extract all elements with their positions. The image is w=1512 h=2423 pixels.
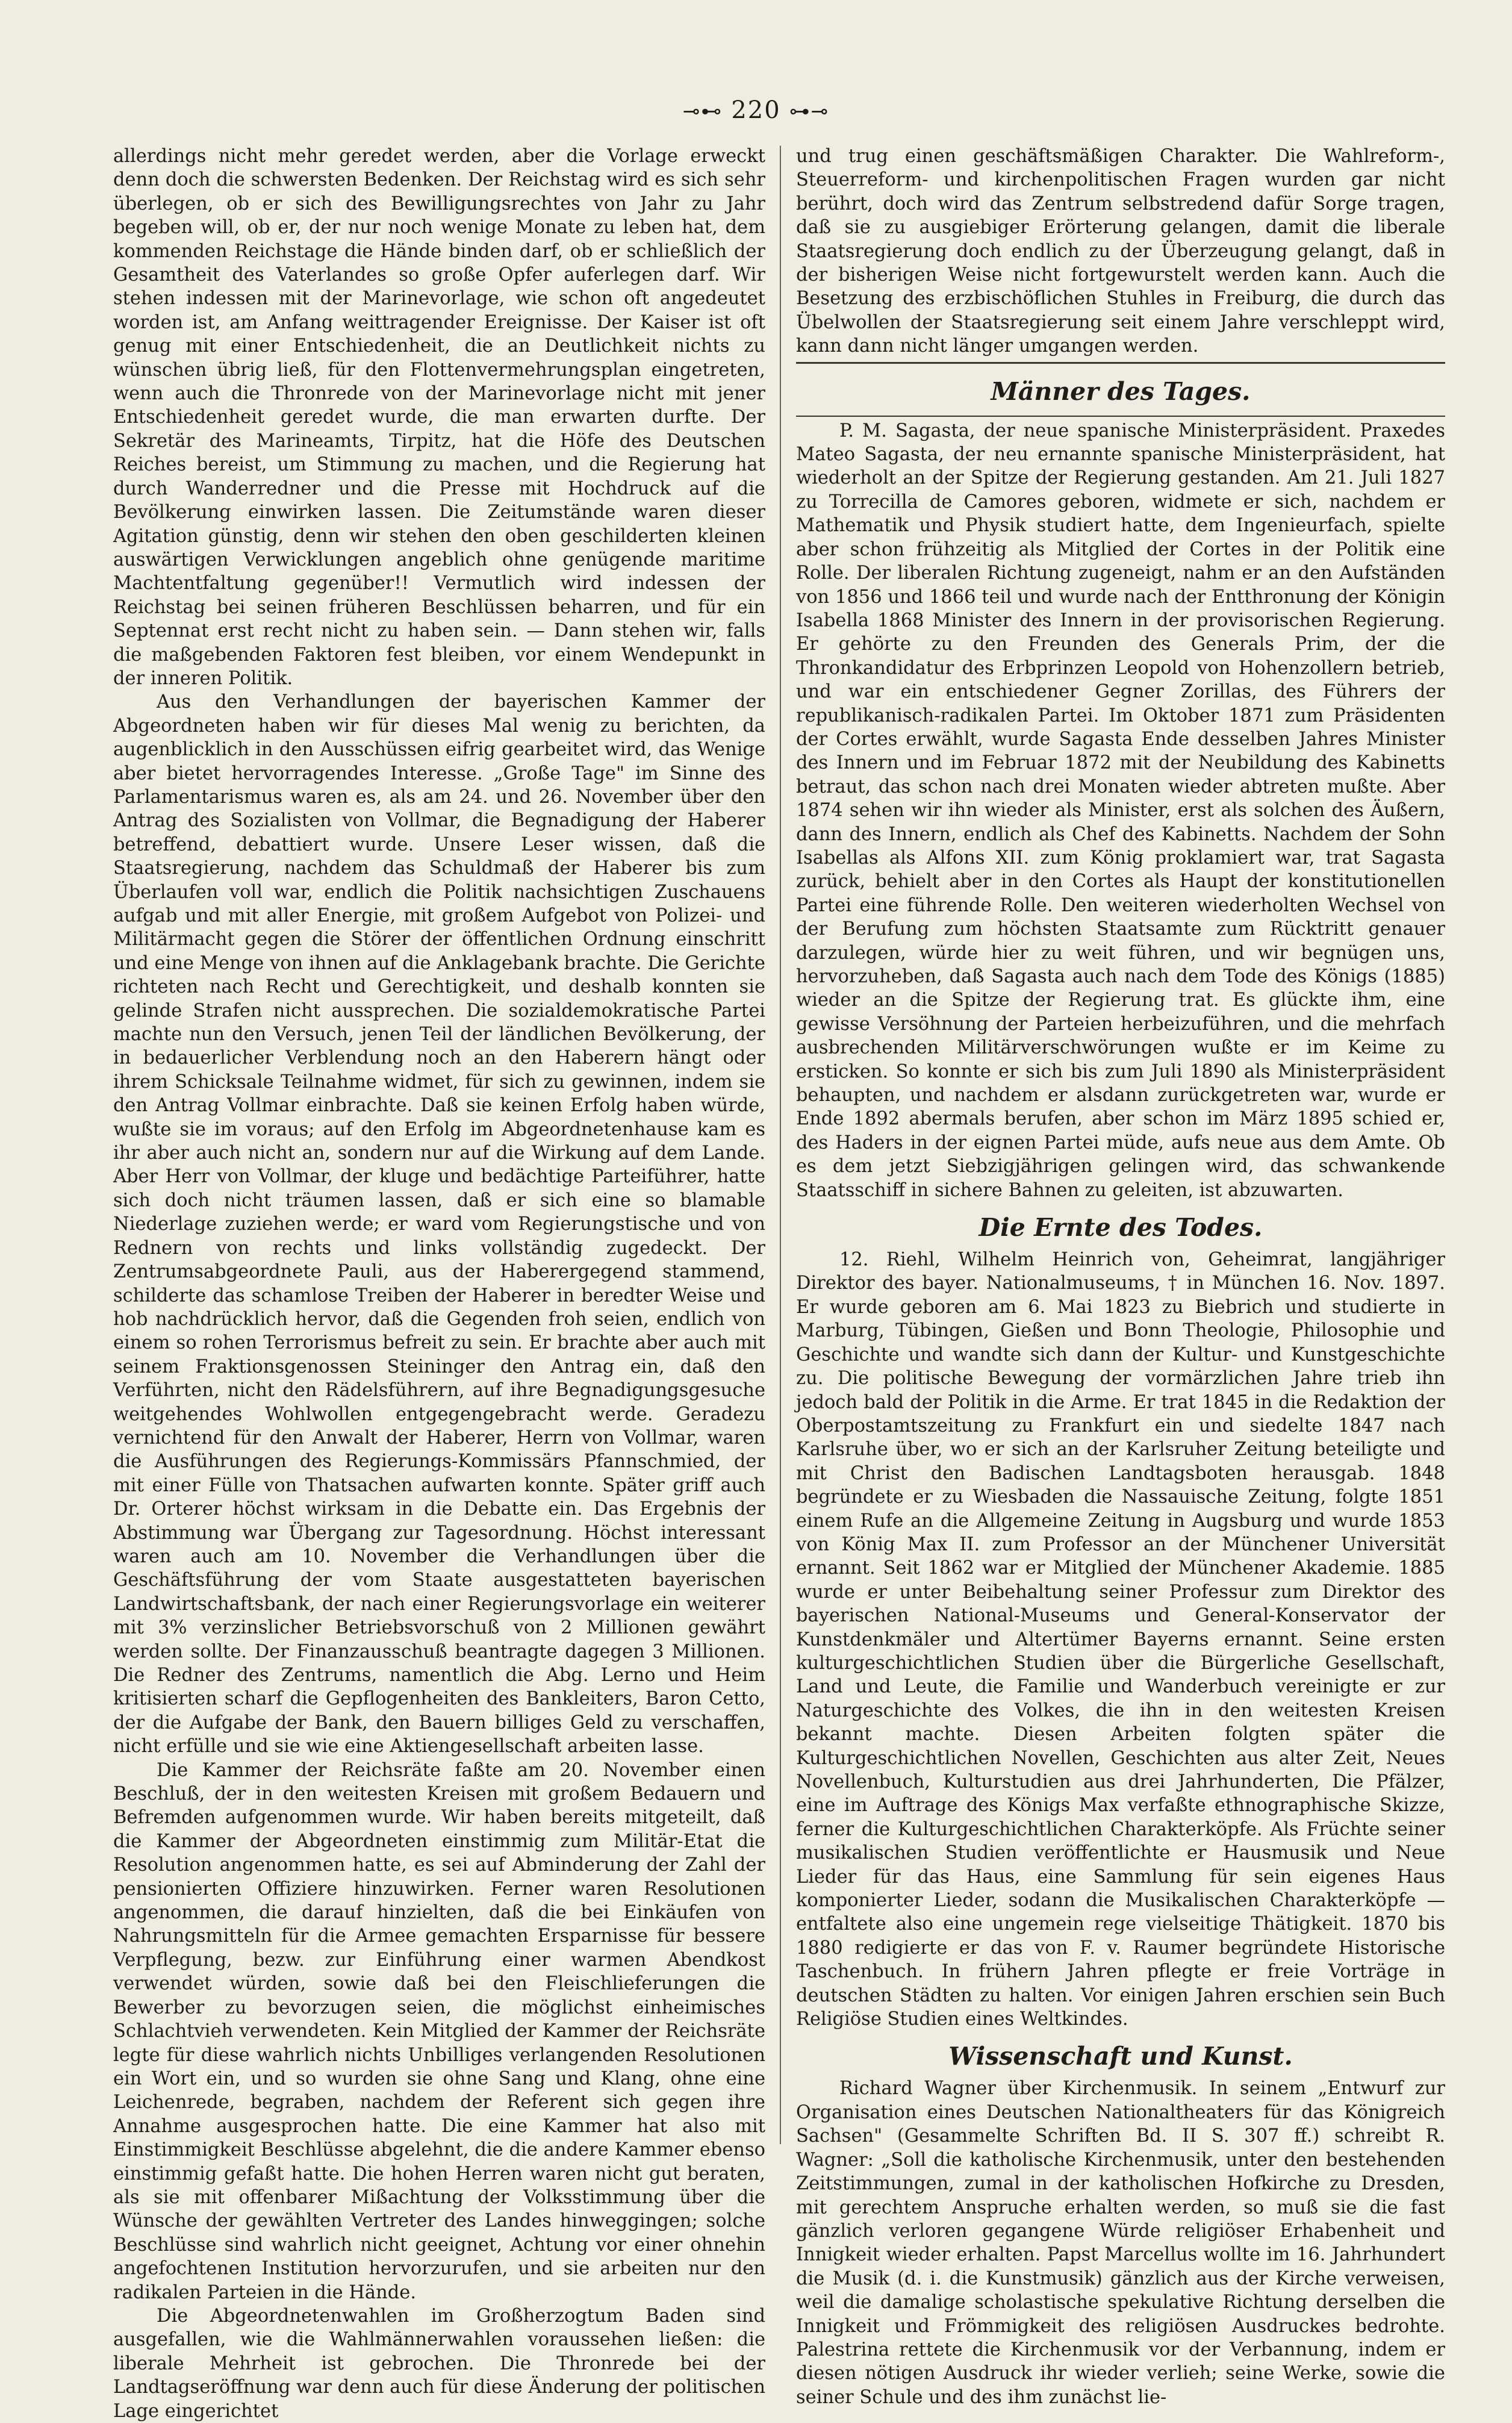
heading-men-of-the-day: Männer des Tages. [991, 376, 1251, 406]
paragraph-sagasta: P. M. Sagasta, der neue spanische Ministerpräsident. Praxedes Mateo Sagasta, der neu ernannte spanische Ministerpräsident, hat wiederholt an der Spitze der Regierung gestanden. Am 21. Juli 1827 zu Torrecilla de Camores geboren, widmete er sich, nachdem er Mathematik und Physik studiert hatte, dem Ingenieurfach, spielte aber schon frühzeitig als Mitglied der Cortes in der Politik eine Rolle. Der liberalen Richtung zugeneigt, nahm er an den Aufständen von 1856 und 1866 teil und wurde nach der Entthronung der Königin Isabella 1868 Minister des Innern in der provisorischen Regierung. Er gehörte zu den Freunden des Generals Prim, der die Thronkandidatur des Erbprinzen Leopold von Hohenzollern betrieb, und war ein entschiedener Gegner Zorillas, des Führers der republikanisch-radikalen Partei. Im Oktober 1871 zum Präsidenten der Cortes erwählt, wurde Sagasta Ende desselben Jahres Minister des Innern und im Februar 1872 mit der Neubildung des Kabinetts betraut, das schon nach drei Monaten wieder abtreten mußte. Aber 1874 sehen wir ihn wieder als Minister, erst als solchen des Äußern, dann des Innern, endlich als Chef des Kabinetts. Nachdem der Sohn Isabellas als Alfons XII. zum König proklamiert war, trat Sagasta zurück, behielt aber in den Cortes als Haupt der konstitutionellen Partei eine führende Rolle. Den weiteren wiederholten Wechsel von der Berufung zum höchsten Staatsamte zum Rücktritt genauer darzulegen, würde hier zu weit führen, und wir begnügen uns, hervorzuheben, daß Sagasta auch nach dem Tode des Königs (1885) wieder an die Spitze der Regierung trat. Es glückte ihm, eine gewisse Versöhnung der Parteien herbeizuführen, und die mehrfach ausbrechenden Militärverschwörungen wußte er im Keime zu ersticken. So konnte er sich bis zum Juli 1890 als Ministerpräsident behaupten, und nachdem er alsdann zurückgetreten war, wurde er Ende 1892 abermals berufen, aber schon im März 1895 schied er, des Haders in der eignen Partei müde, aufs neue aus dem Amte. Ob es dem jetzt Siebzigjährigen gelingen wird, das schwankende Staatsschiff in sichere Bahnen zu geleiten, ist abzuwarten. [796, 420, 1445, 1201]
page-number: 220 [731, 96, 781, 124]
right-column [796, 145, 1445, 2408]
paragraph-baden-continued: und trug einen geschäftsmäßigen Charakter. Die Wahlreform-, Steuerreform- und kirchenpolitischen Fragen wurden gar nicht berührt, doch wird das Zentrum selbstredend dafür Sorge tragen, daß sie zu ausgiebiger Erörterung gelangen, damit die liberale Staatsregierung doch endlich zu der Überzeugung gelangt, daß in der bisherigen Weise nicht fortgewurstelt werden kann. Auch die Besetzung des erzbischöflichen Stuhles in Freiburg, die durch das Übelwollen der Staatsregierung seit einem Jahre verschleppt wird, kann dann nicht länger umgangen werden. [796, 146, 1445, 357]
paragraph-wagner-church-music: Richard Wagner über Kirchenmusik. In seinem „Entwurf zur Organisation eines Deutschen Nationaltheaters für das Königreich Sachsen" (Gesammelte Schriften Bd. II S. 307 ff.) schreibt R. Wagner: „Soll die katholische Kirchenmusik, unter den bestehenden Zeitstimmungen, zumal in der katholischen Hofkirche zu Dresden, mit gerechtem Anspruche erhalten werden, so muß sie die fast gänzlich verloren gegangene Würde religiöser Erhabenheit und Innigkeit wieder erhalten. Papst Marcellus wollte im 16. Jahrhundert die Musik (d. i. die Kunstmusik) gänzlich aus der Kirche verweisen, weil die damalige scholastische spekulative Richtung derselben die Innigkeit und Frömmigkeit des religiösen Ausdruckes bedrohte. Palestrina rettete die Kirchenmusik vor der Verbannung, indem er diesen nötigen Ausdruck ihr wieder verlieh; seine Werke, sowie die seiner Schule und des ihm zunächst lie- [796, 2078, 1445, 2408]
heading-harvest-of-death: Die Ernte des Todes. [978, 1213, 1263, 1243]
section-rule [796, 416, 1445, 417]
paragraph-bavarian-chamber: Aus den Verhandlungen der bayerischen Kammer der Abgeordneten haben wir für dieses Mal wenig zu berichten, da augenblicklich in den Ausschüssen eifrig gearbeitet wird, das Wenige aber bietet hervorragendes Interesse. „Große Tage" im Sinne des Parlamentarismus waren es, als am 24. und 26. November über den Antrag des Sozialisten von Vollmar, die Begnadigung der Haberer betreffend, debattiert wurde. Unsere Leser wissen, daß die Staatsregierung, nachdem das Schuldmaß der Haberer bis zum Überlaufen voll war, endlich die Politik nachsichtigen Zuschauens aufgab und mit aller Energie, mit großem Aufgebot von Polizei- und Militärmacht gegen die Störer der öffentlichen Ordnung einschritt und eine Menge von ihnen auf die Anklagebank brachte. Die Gerichte richteten nach Recht und Gerechtigkeit, und deshalb konnten sie gelinde Strafen nicht aussprechen. Die sozialdemokratische Partei machte nun den Versuch, jenen Teil der ländlichen Bevölkerung, der in bedauerlicher Verblendung noch an den Haberern hängt oder ihrem Schicksale Teilnahme widmet, für sich zu gewinnen, indem sie den Antrag Vollmar einbrachte. Daß sie keinen Erfolg haben würde, wußte sie im voraus; auf den Erfolg im Abgeordnetenhause kam es ihr aber auch nicht an, sondern nur auf die Wirkung auf dem Lande. Aber Herr von Vollmar, der kluge und bedächtige Parteiführer, hatte sich doch nicht träumen lassen, daß er sich eine so blamable Niederlage zuziehen werde; er ward vom Regierungstische und von Rednern von rechts und links vollständig zugedeckt. Der Zentrumsabgeordnete Pauli, aus der Haberergegend stammend, schilderte das schamlose Treiben der Haberer in beredter Weise und hob nachdrücklich hervor, daß die Gegenden froh seien, endlich von einem so rohen Terrorismus befreit zu sein. Er brachte aber auch mit seinem Fraktionsgenossen Steininger den Antrag ein, daß den Verführten, nicht den Rädelsführern, auf ihre Begnadigungsgesuche weitgehendes Wohlwollen entgegengebracht werde. Geradezu vernichtend für den Anwalt der Haberer, Herrn von Vollmar, waren die Ausführungen des Regierungs-Kommissärs Pfannschmied, der mit einer Fülle von Thatsachen aufwarten konnte. Später griff auch Dr. Orterer höchst wirksam in die Debatte ein. Das Ergebnis der Abstimmung war Übergang zur Tagesordnung. Höchst interessant waren auch am 10. November die Verhandlungen über die Geschäftsführung der vom Staate ausgestatteten bayerischen Landwirtschaftsbank, der nach einer Regierungsvorlage ein weiterer mit 3% verzinslicher Betriebsvorschuß von 2 Millionen gewährt werden sollte. Der Finanzausschuß beantragte dagegen 3 Millionen. Die Redner des Zentrums, namentlich die Abg. Lerno und Heim kritisierten scharf die Gepflogenheiten des Bankleiters, Baron Cetto, der die Aufgabe der Bank, den Bauern billiges Geld zu verschaffen, nicht erfülle und sie wie eine Aktiengesellschaft arbeiten lasse. [113, 691, 765, 1757]
section-rule [796, 362, 1445, 364]
paragraph-navy-bill: allerdings nicht mehr geredet werden, aber die Vorlage erweckt denn doch die schwersten Bedenken. Der Reichstag wird es sich sehr überlegen, ob er sich des Bewilligungsrechtes von Jahr zu Jahr begeben will, ob er, der nur noch wenige Monate zu leben hat, dem kommenden Reichstage die Hände binden darf, ob er schließlich der Gesamtheit des Vaterlandes so große Opfer auferlegen darf. Wir stehen indessen mit der Marinevorlage, wie schon oft angedeutet worden ist, am Anfang weittragender Ereignisse. Der Kaiser ist oft genug mit einer Entschiedenheit, die an Deutlichkeit nichts zu wünschen übrig ließ, für den Flottenvermehrungsplan eingetreten, wenn auch die Thronrede von der Marinevorlage nicht mit jener Entschiedenheit geredet wurde, die man erwarten durfte. Der Sekretär des Marineamts, Tirpitz, hat die Höfe des Deutschen Reiches bereist, um Stimmung zu machen, und die Regierung hat durch Wanderredner und die Presse mit Hochdruck auf die Bevölkerung einwirken lassen. Die Zeitumstände waren dieser Agitation günstig, denn wir stehen den oben geschilderten kleinen auswärtigen Verwicklungen angeblich ohne genügende maritime Machtentfaltung gegenüber!! Vermutlich wird indessen der Reichstag bei seinen früheren Beschlüssen beharren, und für ein Septennat erst recht nicht zu haben sein. — Dann stehen wir, falls die maßgebenden Faktoren fest bleiben, vor einem Wendepunkt in der inneren Politik. [113, 146, 765, 689]
right-ornament-icon: ⊶⊸ [789, 99, 830, 123]
paragraph-riehl-obituary: 12. Riehl, Wilhelm Heinrich von, Geheimrat, langjähriger Direktor des bayer. Nationalmuseums, † in München 16. Nov. 1897. Er wurde geboren am 6. Mai 1823 zu Biebrich und studierte in Marburg, Tübingen, Gießen und Bonn Theologie, Philosophie und Geschichte und wandte sich dann der Kultur- und Kunstgeschichte zu. Die politische Bewegung der vormärzlichen Jahre trieb ihn jedoch bald der Politik in die Arme. Er trat 1845 in die Redaktion der Oberpostamtszeitung zu Frankfurt ein und siedelte 1847 nach Karlsruhe über, wo er sich an der Karlsruher Zeitung beteiligte und mit Christ den Badischen Landtagsboten herausgab. 1848 begründete er zu Wiesbaden die Nassauische Zeitung, folgte 1851 einem Rufe an die Allgemeine Zeitung in Augsburg und wurde 1853 von König Max II. zum Professor an der Münchener Universität ernannt. Seit 1862 war er Mitglied der Münchener Akademie. 1885 wurde er unter Beibehaltung seiner Professur zum Direktor des bayerischen National-Museums und General-Konservator der Kunstdenkmäler und Altertümer Bayerns ernannt. Seine ersten kulturgeschichtlichen Studien über die Bürgerliche Gesellschaft, Land und Leute, die Familie und Wanderbuch vereinigte er zur Naturgeschichte des Volkes, die ihn in den weitesten Kreisen bekannt machte. Diesen Arbeiten folgten später die Kulturgeschichtlichen Novellen, Geschichten aus alter Zeit, Neues Novellenbuch, Kulturstudien aus drei Jahrhunderten, Die Pfälzer, eine im Auftrage des Königs Max verfaßte ethnographische Skizze, ferner die Kulturgeschichtlichen Charakterköpfe. Als Früchte seiner musikalischen Studien veröffentlichte er Hausmusik und Neue Lieder für das Haus, eine Sammlung für sein eigenes Haus komponierter Lieder, sodann die Musikalischen Charakterköpfe — entfaltete also eine ungemein rege vielseitige Thätigkeit. 1870 bis 1880 redigierte er das von F. v. Raumer begründete Historische Taschenbuch. In frühern Jahren pflegte er freie Vorträge in deutschen Städten zu halten. Vor einigen Jahren erschien sein Buch Religiöse Studien eines Weltkindes. [796, 1249, 1445, 2030]
page-number-header [0, 96, 1512, 124]
paragraph-baden-elections: Die Abgeordnetenwahlen im Großherzogtum Baden sind ausgefallen, wie die Wahlmännerwahlen voraussehen ließen: die liberale Mehrheit ist gebrochen. Die Thronrede bei der Landtagseröffnung war denn auch für diese Änderung der politischen Lage eingerichtet [113, 2305, 765, 2422]
column-divider [780, 146, 781, 2144]
paragraph-reichsraete: Die Kammer der Reichsräte faßte am 20. November einen Beschluß, der in den weitesten Kreisen mit großem Bedauern und Befremden aufgenommen wurde. Wir haben bereits mitgeteilt, daß die Kammer der Abgeordneten einstimmig zum Militär-Etat die Resolution angenommen hatte, es sei auf Abminderung der Zahl der pensionierten Offiziere hinzuwirken. Ferner waren Resolutionen angenommen, die darauf hinzielten, daß die bei Einkäufen von Nahrungsmitteln für die Armee gemachten Ersparnisse für bessere Verpflegung, bezw. zur Einführung einer warmen Abendkost verwendet würden, sowie daß bei den Fleischlieferungen die Bewerber zu bevorzugen seien, die möglichst einheimisches Schlachtvieh verwendeten. Kein Mitglied der Kammer der Reichsräte legte für diese wahrlich nichts Unbilliges verlangenden Resolutionen ein Wort ein, und so wurden sie ohne Sang und Klang, ohne eine Leichenrede, begraben, nachdem der Referent sich gegen ihre Annahme ausgesprochen hatte. Die eine Kammer hat also mit Einstimmigkeit Beschlüsse abgelehnt, die die andere Kammer ebenso einstimmig gefaßt hatte. Die hohen Herren waren nicht gut beraten, als sie mit offenbarer Mißachtung der Volksstimmung über die Wünsche der gewählten Vertreter des Landes hinweggingen; solche Beschlüsse sind wahrlich nicht geeignet, Achtung vor einer ohnehin angefochtenen Institution hervorzurufen, und sie arbeiten nur den radikalen Parteien in die Hände. [113, 1759, 765, 2303]
heading-science-and-art: Wissenschaft und Kunst. [948, 2042, 1293, 2071]
left-column [113, 145, 765, 2422]
left-ornament-icon: ⊸⊷ [682, 99, 723, 123]
